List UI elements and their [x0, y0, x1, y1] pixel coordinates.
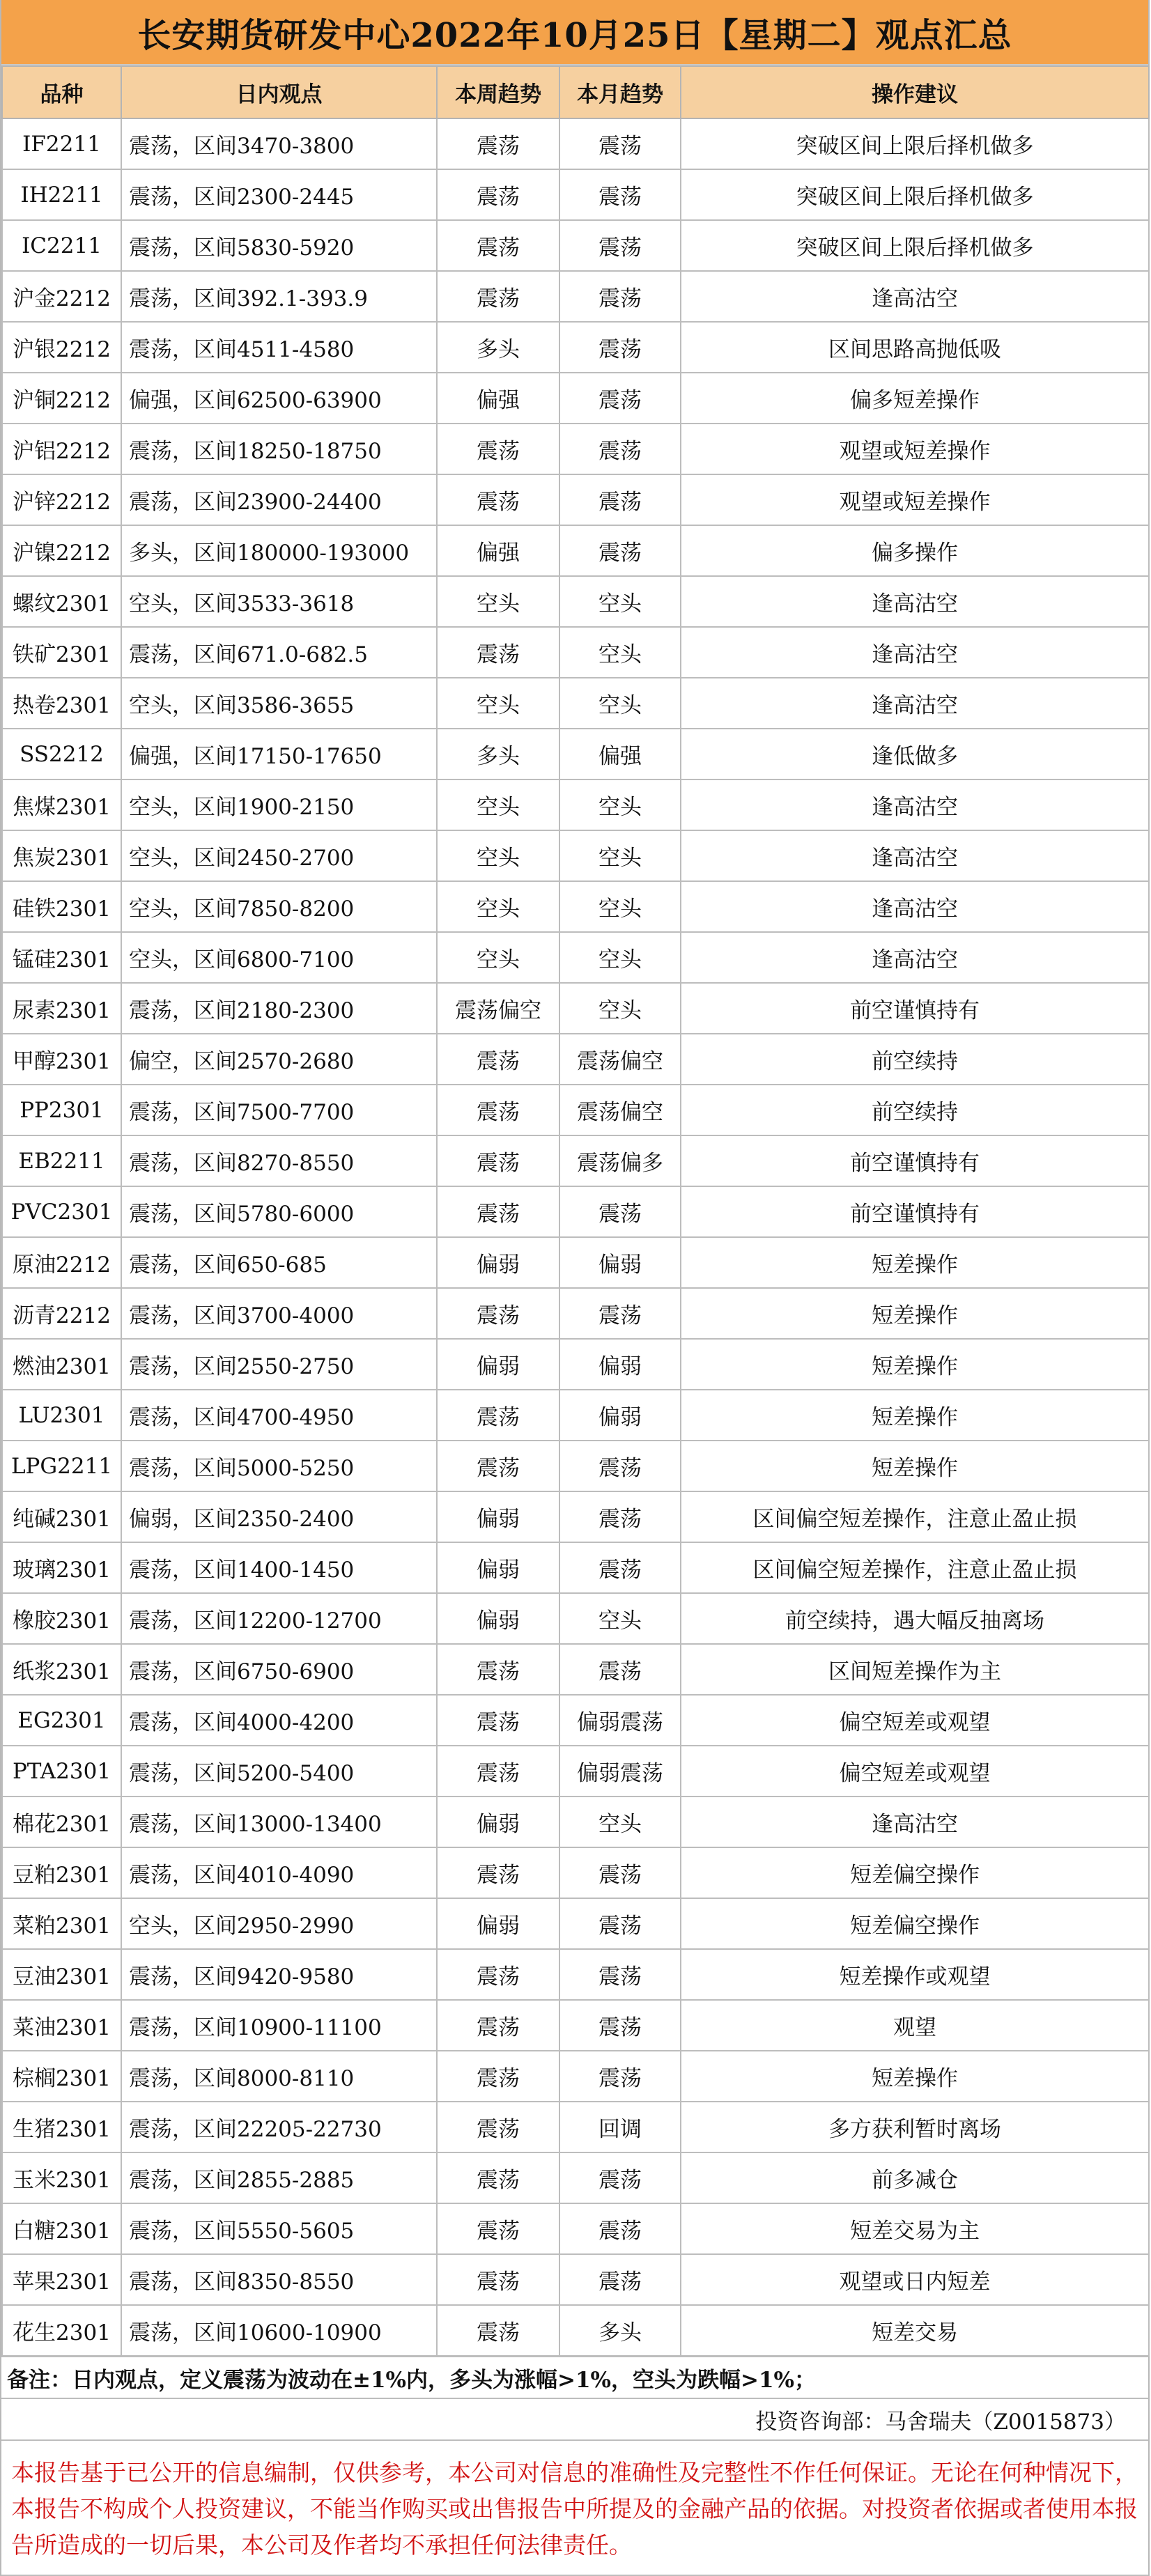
intraday-view-cell: 震荡，区间5550-5605 — [121, 2203, 437, 2254]
advice-cell: 突破区间上限后择机做多 — [681, 220, 1149, 271]
table-row — [2, 1847, 1149, 1898]
advice-cell: 逢高沽空 — [681, 576, 1149, 627]
advice-cell: 短差操作 — [681, 1288, 1149, 1339]
advice-cell: 区间思路高抛低吸 — [681, 322, 1149, 373]
advice-cell: 偏多短差操作 — [681, 373, 1149, 424]
weekly-trend-cell: 偏弱 — [437, 1339, 559, 1390]
advice-cell: 短差交易 — [681, 2305, 1149, 2356]
variety-cell: PTA2301 — [2, 1746, 121, 1797]
variety-cell: 锰硅2301 — [2, 932, 121, 983]
monthly-trend-cell: 空头 — [559, 983, 681, 1034]
weekly-trend-cell: 震荡 — [437, 118, 559, 169]
variety-cell: 生猪2301 — [2, 2102, 121, 2152]
intraday-view-cell: 多头，区间180000-193000 — [121, 525, 437, 576]
variety-cell: IF2211 — [2, 118, 121, 169]
monthly-trend-cell: 偏弱 — [559, 1339, 681, 1390]
weekly-trend-cell: 偏强 — [437, 525, 559, 576]
advice-cell: 突破区间上限后择机做多 — [681, 118, 1149, 169]
variety-cell: 原油2212 — [2, 1237, 121, 1288]
table-row — [2, 1644, 1149, 1695]
advice-cell: 短差偏空操作 — [681, 1847, 1149, 1898]
intraday-view-cell: 震荡，区间7500-7700 — [121, 1085, 437, 1135]
monthly-trend-cell: 震荡 — [559, 1898, 681, 1949]
variety-cell: 花生2301 — [2, 2305, 121, 2356]
monthly-trend-cell: 多头 — [559, 2305, 681, 2356]
monthly-trend-cell: 震荡 — [559, 2203, 681, 2254]
advice-cell: 逢高沽空 — [681, 1797, 1149, 1847]
table-row — [2, 830, 1149, 881]
variety-cell: 热卷2301 — [2, 678, 121, 729]
weekly-trend-cell: 震荡 — [437, 1390, 559, 1441]
advice-cell: 逢高沽空 — [681, 271, 1149, 322]
table-row — [2, 1135, 1149, 1186]
monthly-trend-cell: 震荡 — [559, 1542, 681, 1593]
weekly-trend-cell: 多头 — [437, 729, 559, 779]
monthly-trend-cell: 空头 — [559, 881, 681, 932]
intraday-view-cell: 震荡，区间23900-24400 — [121, 474, 437, 525]
variety-cell: 白糖2301 — [2, 2203, 121, 2254]
table-row — [2, 1390, 1149, 1441]
variety-cell: 棕榈2301 — [2, 2051, 121, 2102]
intraday-view-cell: 震荡，区间10900-11100 — [121, 2000, 437, 2051]
variety-cell: 菜油2301 — [2, 2000, 121, 2051]
header-weekly-trend: 本周趋势 — [437, 66, 559, 118]
intraday-view-cell: 空头，区间2950-2990 — [121, 1898, 437, 1949]
weekly-trend-cell: 震荡 — [437, 220, 559, 271]
advice-cell: 偏空短差或观望 — [681, 1746, 1149, 1797]
intraday-view-cell: 震荡，区间4700-4950 — [121, 1390, 437, 1441]
header-monthly-trend: 本月趋势 — [559, 66, 681, 118]
advice-cell: 前空续持 — [681, 1085, 1149, 1135]
table-row — [2, 1339, 1149, 1390]
views-table — [1, 65, 1150, 2357]
header-intraday-view: 日内观点 — [121, 66, 437, 118]
table-row — [2, 1898, 1149, 1949]
monthly-trend-cell: 空头 — [559, 1593, 681, 1644]
monthly-trend-cell: 回调 — [559, 2102, 681, 2152]
variety-cell: 棉花2301 — [2, 1797, 121, 1847]
weekly-trend-cell: 震荡 — [437, 2051, 559, 2102]
monthly-trend-cell: 空头 — [559, 779, 681, 830]
variety-cell: 沥青2212 — [2, 1288, 121, 1339]
weekly-trend-cell: 偏弱 — [437, 1797, 559, 1847]
table-row — [2, 1085, 1149, 1135]
variety-cell: 纸浆2301 — [2, 1644, 121, 1695]
intraday-view-cell: 空头，区间3533-3618 — [121, 576, 437, 627]
advice-cell: 短差操作 — [681, 2051, 1149, 2102]
variety-cell: IH2211 — [2, 169, 121, 220]
intraday-view-cell: 偏强，区间17150-17650 — [121, 729, 437, 779]
table-row — [2, 1746, 1149, 1797]
monthly-trend-cell: 震荡 — [559, 2254, 681, 2305]
table-row — [2, 220, 1149, 271]
weekly-trend-cell: 震荡 — [437, 2152, 559, 2203]
advice-cell: 逢高沽空 — [681, 881, 1149, 932]
advice-cell: 逢低做多 — [681, 729, 1149, 779]
table-row — [2, 1542, 1149, 1593]
monthly-trend-cell: 震荡 — [559, 322, 681, 373]
intraday-view-cell: 震荡，区间392.1-393.9 — [121, 271, 437, 322]
weekly-trend-cell: 偏弱 — [437, 1593, 559, 1644]
intraday-view-cell: 震荡，区间6750-6900 — [121, 1644, 437, 1695]
table-header-row — [2, 66, 1149, 118]
variety-cell: LPG2211 — [2, 1441, 121, 1491]
intraday-view-cell: 震荡，区间2180-2300 — [121, 983, 437, 1034]
intraday-view-cell: 空头，区间1900-2150 — [121, 779, 437, 830]
table-row — [2, 474, 1149, 525]
table-row — [2, 779, 1149, 830]
weekly-trend-cell: 震荡 — [437, 2305, 559, 2356]
variety-cell: 豆粕2301 — [2, 1847, 121, 1898]
advice-cell: 逢高沽空 — [681, 627, 1149, 678]
monthly-trend-cell: 震荡 — [559, 1441, 681, 1491]
monthly-trend-cell: 空头 — [559, 576, 681, 627]
variety-cell: 沪锌2212 — [2, 474, 121, 525]
variety-cell: SS2212 — [2, 729, 121, 779]
intraday-view-cell: 震荡，区间3700-4000 — [121, 1288, 437, 1339]
advice-cell: 多方获利暂时离场 — [681, 2102, 1149, 2152]
weekly-trend-cell: 偏强 — [437, 373, 559, 424]
intraday-view-cell: 震荡，区间1400-1450 — [121, 1542, 437, 1593]
table-row — [2, 2203, 1149, 2254]
monthly-trend-cell: 震荡 — [559, 2051, 681, 2102]
table-row — [2, 424, 1149, 474]
weekly-trend-cell: 震荡 — [437, 1644, 559, 1695]
table-row — [2, 729, 1149, 779]
monthly-trend-cell: 震荡偏空 — [559, 1034, 681, 1085]
monthly-trend-cell: 偏弱震荡 — [559, 1695, 681, 1746]
weekly-trend-cell: 震荡 — [437, 1746, 559, 1797]
monthly-trend-cell: 震荡 — [559, 1847, 681, 1898]
weekly-trend-cell: 多头 — [437, 322, 559, 373]
table-row — [2, 2102, 1149, 2152]
table-row — [2, 2254, 1149, 2305]
weekly-trend-cell: 空头 — [437, 932, 559, 983]
intraday-view-cell: 震荡，区间8270-8550 — [121, 1135, 437, 1186]
advice-cell: 区间偏空短差操作，注意止盈止损 — [681, 1491, 1149, 1542]
intraday-view-cell: 震荡，区间9420-9580 — [121, 1949, 437, 2000]
intraday-view-cell: 震荡，区间671.0-682.5 — [121, 627, 437, 678]
intraday-view-cell: 震荡，区间5830-5920 — [121, 220, 437, 271]
header-variety: 品种 — [2, 66, 121, 118]
advice-cell: 偏多操作 — [681, 525, 1149, 576]
table-row — [2, 932, 1149, 983]
weekly-trend-cell: 震荡 — [437, 1135, 559, 1186]
variety-cell: 豆油2301 — [2, 1949, 121, 2000]
weekly-trend-cell: 震荡偏空 — [437, 983, 559, 1034]
monthly-trend-cell: 震荡偏多 — [559, 1135, 681, 1186]
weekly-trend-cell: 偏弱 — [437, 1491, 559, 1542]
advice-cell: 前空谨慎持有 — [681, 1135, 1149, 1186]
table-row — [2, 1186, 1149, 1237]
table-row — [2, 2152, 1149, 2203]
variety-cell: 菜粕2301 — [2, 1898, 121, 1949]
disclaimer: 本报告基于已公开的信息编制，仅供参考，本公司对信息的准确性及完整性不作任何保证。无论在何种情况下，本报告不构成个人投资建议，不能当作购买或出售报告中所提及的金融产品的依据。对投资者依据或者使用本报告所造成的一切后果，本公司及作者均不承担任何法律责任。 — [1, 2441, 1148, 2576]
table-row — [2, 881, 1149, 932]
weekly-trend-cell: 震荡 — [437, 1085, 559, 1135]
monthly-trend-cell: 空头 — [559, 678, 681, 729]
table-row — [2, 1034, 1149, 1085]
variety-cell: EG2301 — [2, 1695, 121, 1746]
weekly-trend-cell: 空头 — [437, 830, 559, 881]
table-row — [2, 1441, 1149, 1491]
advice-cell: 逢高沽空 — [681, 932, 1149, 983]
variety-cell: 玻璃2301 — [2, 1542, 121, 1593]
intraday-view-cell: 空头，区间2450-2700 — [121, 830, 437, 881]
monthly-trend-cell: 震荡 — [559, 1288, 681, 1339]
monthly-trend-cell: 震荡 — [559, 118, 681, 169]
table-row — [2, 1237, 1149, 1288]
intraday-view-cell: 震荡，区间12200-12700 — [121, 1593, 437, 1644]
monthly-trend-cell: 震荡 — [559, 474, 681, 525]
weekly-trend-cell: 震荡 — [437, 271, 559, 322]
advice-cell: 短差操作 — [681, 1237, 1149, 1288]
monthly-trend-cell: 偏弱 — [559, 1237, 681, 1288]
weekly-trend-cell: 空头 — [437, 678, 559, 729]
monthly-trend-cell: 震荡 — [559, 2152, 681, 2203]
intraday-view-cell: 空头，区间6800-7100 — [121, 932, 437, 983]
variety-cell: 铁矿2301 — [2, 627, 121, 678]
monthly-trend-cell: 震荡 — [559, 220, 681, 271]
advice-cell: 前空谨慎持有 — [681, 1186, 1149, 1237]
intraday-view-cell: 震荡，区间18250-18750 — [121, 424, 437, 474]
table-row — [2, 983, 1149, 1034]
intraday-view-cell: 震荡，区间5200-5400 — [121, 1746, 437, 1797]
weekly-trend-cell: 震荡 — [437, 1695, 559, 1746]
intraday-view-cell: 震荡，区间8350-8550 — [121, 2254, 437, 2305]
advice-cell: 短差偏空操作 — [681, 1898, 1149, 1949]
advice-cell: 观望或短差操作 — [681, 474, 1149, 525]
report-title: 长安期货研发中心2022年10月25日【星期二】观点汇总 — [1, 0, 1148, 65]
advice-cell: 逢高沽空 — [681, 779, 1149, 830]
weekly-trend-cell: 震荡 — [437, 1034, 559, 1085]
variety-cell: EB2211 — [2, 1135, 121, 1186]
weekly-trend-cell: 偏弱 — [437, 1542, 559, 1593]
variety-cell: PVC2301 — [2, 1186, 121, 1237]
table-row — [2, 1797, 1149, 1847]
monthly-trend-cell: 震荡 — [559, 169, 681, 220]
intraday-view-cell: 震荡，区间2855-2885 — [121, 2152, 437, 2203]
variety-cell: 沪铝2212 — [2, 424, 121, 474]
intraday-view-cell: 震荡，区间2300-2445 — [121, 169, 437, 220]
monthly-trend-cell: 偏弱震荡 — [559, 1746, 681, 1797]
monthly-trend-cell: 震荡 — [559, 2000, 681, 2051]
monthly-trend-cell: 空头 — [559, 1797, 681, 1847]
variety-cell: 燃油2301 — [2, 1339, 121, 1390]
advice-cell: 偏空短差或观望 — [681, 1695, 1149, 1746]
footnote: 备注：日内观点，定义震荡为波动在±1%内，多头为涨幅>1%，空头为跌幅>1%； — [1, 2357, 1148, 2399]
intraday-view-cell: 震荡，区间4511-4580 — [121, 322, 437, 373]
variety-cell: 纯碱2301 — [2, 1491, 121, 1542]
table-row — [2, 576, 1149, 627]
variety-cell: 甲醇2301 — [2, 1034, 121, 1085]
intraday-view-cell: 偏空，区间2570-2680 — [121, 1034, 437, 1085]
table-row — [2, 271, 1149, 322]
table-row — [2, 1695, 1149, 1746]
weekly-trend-cell: 震荡 — [437, 2254, 559, 2305]
variety-cell: 焦炭2301 — [2, 830, 121, 881]
weekly-trend-cell: 空头 — [437, 881, 559, 932]
intraday-view-cell: 偏强，区间62500-63900 — [121, 373, 437, 424]
intraday-view-cell: 空头，区间7850-8200 — [121, 881, 437, 932]
table-row — [2, 1593, 1149, 1644]
table-row — [2, 627, 1149, 678]
intraday-view-cell: 震荡，区间3470-3800 — [121, 118, 437, 169]
weekly-trend-cell: 震荡 — [437, 474, 559, 525]
advice-cell: 短差操作 — [681, 1441, 1149, 1491]
variety-cell: 苹果2301 — [2, 2254, 121, 2305]
intraday-view-cell: 震荡，区间8000-8110 — [121, 2051, 437, 2102]
analyst-credit: 投资咨询部：马舍瑞夫（Z0015873） — [1, 2399, 1148, 2441]
monthly-trend-cell: 震荡 — [559, 271, 681, 322]
monthly-trend-cell: 震荡偏空 — [559, 1085, 681, 1135]
weekly-trend-cell: 震荡 — [437, 424, 559, 474]
table-row — [2, 1288, 1149, 1339]
advice-cell: 短差操作 — [681, 1390, 1149, 1441]
intraday-view-cell: 震荡，区间650-685 — [121, 1237, 437, 1288]
table-body — [2, 118, 1149, 2356]
weekly-trend-cell: 震荡 — [437, 2102, 559, 2152]
weekly-trend-cell: 震荡 — [437, 1288, 559, 1339]
variety-cell: 沪金2212 — [2, 271, 121, 322]
weekly-trend-cell: 震荡 — [437, 1441, 559, 1491]
header-advice: 操作建议 — [681, 66, 1149, 118]
table-row — [2, 373, 1149, 424]
advice-cell: 突破区间上限后择机做多 — [681, 169, 1149, 220]
weekly-trend-cell: 空头 — [437, 576, 559, 627]
intraday-view-cell: 震荡，区间10600-10900 — [121, 2305, 437, 2356]
advice-cell: 逢高沽空 — [681, 678, 1149, 729]
table-row — [2, 2000, 1149, 2051]
monthly-trend-cell: 偏强 — [559, 729, 681, 779]
weekly-trend-cell: 偏弱 — [437, 1237, 559, 1288]
variety-cell: 尿素2301 — [2, 983, 121, 1034]
monthly-trend-cell: 震荡 — [559, 373, 681, 424]
advice-cell: 前空续持，遇大幅反抽离场 — [681, 1593, 1149, 1644]
weekly-trend-cell: 震荡 — [437, 627, 559, 678]
monthly-trend-cell: 震荡 — [559, 1949, 681, 2000]
advice-cell: 观望或短差操作 — [681, 424, 1149, 474]
intraday-view-cell: 震荡，区间5000-5250 — [121, 1441, 437, 1491]
intraday-view-cell: 震荡，区间2550-2750 — [121, 1339, 437, 1390]
variety-cell: 硅铁2301 — [2, 881, 121, 932]
variety-cell: LU2301 — [2, 1390, 121, 1441]
monthly-trend-cell: 空头 — [559, 627, 681, 678]
table-row — [2, 1949, 1149, 2000]
weekly-trend-cell: 震荡 — [437, 1186, 559, 1237]
intraday-view-cell: 震荡，区间22205-22730 — [121, 2102, 437, 2152]
variety-cell: 焦煤2301 — [2, 779, 121, 830]
weekly-trend-cell: 震荡 — [437, 1847, 559, 1898]
variety-cell: 橡胶2301 — [2, 1593, 121, 1644]
table-row — [2, 322, 1149, 373]
variety-cell: 螺纹2301 — [2, 576, 121, 627]
weekly-trend-cell: 震荡 — [437, 2203, 559, 2254]
variety-cell: 沪镍2212 — [2, 525, 121, 576]
monthly-trend-cell: 空头 — [559, 932, 681, 983]
advice-cell: 短差操作 — [681, 1339, 1149, 1390]
table-row — [2, 118, 1149, 169]
variety-cell: IC2211 — [2, 220, 121, 271]
weekly-trend-cell: 震荡 — [437, 2000, 559, 2051]
table-row — [2, 2305, 1149, 2356]
intraday-view-cell: 震荡，区间4010-4090 — [121, 1847, 437, 1898]
weekly-trend-cell: 震荡 — [437, 1949, 559, 2000]
table-row — [2, 1491, 1149, 1542]
monthly-trend-cell: 震荡 — [559, 1644, 681, 1695]
advice-cell: 前空续持 — [681, 1034, 1149, 1085]
advice-cell: 观望 — [681, 2000, 1149, 2051]
variety-cell: 沪银2212 — [2, 322, 121, 373]
variety-cell: 玉米2301 — [2, 2152, 121, 2203]
advice-cell: 前多减仓 — [681, 2152, 1149, 2203]
weekly-trend-cell: 偏弱 — [437, 1898, 559, 1949]
advice-cell: 短差交易为主 — [681, 2203, 1149, 2254]
monthly-trend-cell: 震荡 — [559, 525, 681, 576]
weekly-trend-cell: 震荡 — [437, 169, 559, 220]
advice-cell: 短差操作或观望 — [681, 1949, 1149, 2000]
intraday-view-cell: 震荡，区间13000-13400 — [121, 1797, 437, 1847]
intraday-view-cell: 震荡，区间5780-6000 — [121, 1186, 437, 1237]
variety-cell: PP2301 — [2, 1085, 121, 1135]
weekly-trend-cell: 空头 — [437, 779, 559, 830]
table-row — [2, 678, 1149, 729]
advice-cell: 逢高沽空 — [681, 830, 1149, 881]
intraday-view-cell: 震荡，区间4000-4200 — [121, 1695, 437, 1746]
monthly-trend-cell: 空头 — [559, 830, 681, 881]
variety-cell: 沪铜2212 — [2, 373, 121, 424]
intraday-view-cell: 空头，区间3586-3655 — [121, 678, 437, 729]
advice-cell: 区间短差操作为主 — [681, 1644, 1149, 1695]
monthly-trend-cell: 震荡 — [559, 424, 681, 474]
advice-cell: 观望或日内短差 — [681, 2254, 1149, 2305]
advice-cell: 区间偏空短差操作，注意止盈止损 — [681, 1542, 1149, 1593]
monthly-trend-cell: 偏弱 — [559, 1390, 681, 1441]
intraday-view-cell: 偏弱，区间2350-2400 — [121, 1491, 437, 1542]
advice-cell: 前空谨慎持有 — [681, 983, 1149, 1034]
monthly-trend-cell: 震荡 — [559, 1491, 681, 1542]
table-row — [2, 169, 1149, 220]
table-row — [2, 2051, 1149, 2102]
monthly-trend-cell: 震荡 — [559, 1186, 681, 1237]
table-row — [2, 525, 1149, 576]
